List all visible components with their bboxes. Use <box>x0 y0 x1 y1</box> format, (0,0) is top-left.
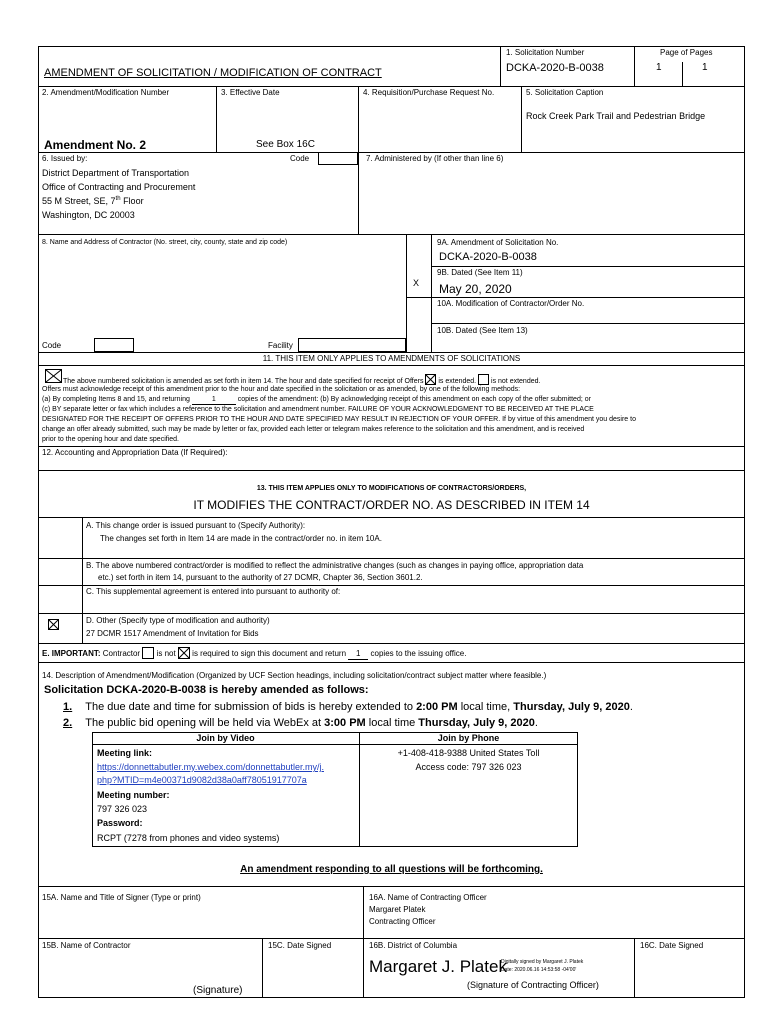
item14-entry-1: 1. The due date and time for submission of bids is hereby extended to 2:00 PM local time, Thursday, July 9, 2020. <box>63 701 633 713</box>
requisition-label: 4. Requisition/Purchase Request No. <box>363 88 495 97</box>
item11-line-6: change an offer already submitted, such may be made by letter or fax, provided each letter or telegram makes reference to the solicitation and this amendment, and is received <box>42 426 585 433</box>
item13-d-line-1: D. Other (Specify type of modification and authority) <box>86 616 270 625</box>
contractor-code-box[interactable] <box>94 338 134 352</box>
issuer-line-1: District Department of Transportation <box>42 168 190 178</box>
signer-label: 15A. Name and Title of Signer (Type or print) <box>42 893 201 902</box>
offers-amended-checkbox[interactable] <box>45 369 62 383</box>
officer-signature-caption: (Signature of Contracting Officer) <box>467 980 599 990</box>
meeting-link-line-2[interactable]: php?MTID=m4e00371d9082d38a0aff78051917707a <box>97 775 307 785</box>
officer-signature: Margaret J. Platek <box>369 957 507 976</box>
item11-line-7: prior to the opening hour and date specified. <box>42 436 179 443</box>
page-number: 1 <box>656 62 662 73</box>
item13-a-line-2: The changes set forth in Item 14 are made in the contract/order no. in item 10A. <box>100 534 382 543</box>
date-signed-label: 15C. Date Signed <box>268 941 332 950</box>
modification-label: 10A. Modification of Contractor/Order No. <box>437 299 585 308</box>
facility-box[interactable] <box>298 338 406 352</box>
contractor-name-label: 15B. Name of Contractor <box>42 941 131 950</box>
officer-name: Margaret Platek <box>369 905 426 914</box>
item11-line-5: DESIGNATED FOR THE RECEIPT OF OFFERS PRIOR TO THE HOUR AND DATE SPECIFIED MAY RESULT IN REJECTION OF YOUR OFFER. If by virtue of this amendment you desire to <box>42 416 636 423</box>
phone-header: Join by Phone <box>437 733 500 743</box>
effective-date-label: 3. Effective Date <box>221 88 280 97</box>
item11-header: 11. THIS ITEM ONLY APPLIES TO AMENDMENTS OF SOLICITATIONS <box>262 354 521 363</box>
item13-a-line-1: A. This change order is issued pursuant to (Specify Authority): <box>86 521 306 530</box>
item13-header: 13. THIS ITEM APPLIES ONLY TO MODIFICATIONS OF CONTRACTORS/ORDERS, <box>256 485 527 492</box>
meeting-link-label: Meeting link: <box>97 748 153 758</box>
item13-c-line: C. This supplemental agreement is entered into pursuant to authority of: <box>86 587 341 596</box>
item14-heading: Solicitation DCKA-2020-B-0038 is hereby amended as follows: <box>44 684 369 696</box>
access-code: Access code: 797 326 023 <box>415 762 522 772</box>
facility-label: Facility <box>268 341 293 350</box>
amendment-solicitation-no: DCKA-2020-B-0038 <box>439 251 537 263</box>
item13-b-line-1: B. The above numbered contract/order is modified to reflect the administrative changes (such as changes in paying office, appropriation data <box>86 561 584 570</box>
signature-caption: (Signature) <box>193 985 243 996</box>
issuer-line-2: Office of Contracting and Procurement <box>42 182 196 192</box>
effective-date: See Box 16C <box>256 139 315 150</box>
solicitation-number-label: 1. Solicitation Number <box>506 48 585 57</box>
item11-line-3: (a) By completing Items 8 and 15, and returning 1 copies of the amendment: (b) By acknowledging receipt of this amendment on each copy of the offer submitted; or <box>42 396 591 403</box>
issued-by-label: 6. Issued by: <box>42 154 88 163</box>
is-required-checkbox[interactable] <box>178 647 190 659</box>
amendment-x-mark: X <box>413 278 420 288</box>
meeting-number-label: Meeting number: <box>97 790 170 800</box>
officer-label: 16A. Name of Contracting Officer <box>369 893 487 902</box>
phone-number: +1-408-418-9388 United States Toll <box>397 748 540 758</box>
dated-value: May 20, 2020 <box>439 282 512 296</box>
digital-signature-line-2: Date: 2020.06.16 14:53:58 -04'00' <box>501 967 577 973</box>
solicitation-number: DCKA-2020-B-0038 <box>506 62 604 74</box>
item14-entry-2: 2. The public bid opening will be held via WebEx at 3:00 PM local time Thursday, July 9, 2020. <box>63 717 538 729</box>
item11-line-1: The above numbered solicitation is amended as set forth in item 14. The hour and date specified for receipt of Offers is extended. is not extended. <box>63 374 743 386</box>
item13-subheader: IT MODIFIES THE CONTRACT/ORDER NO. AS DESCRIBED IN ITEM 14 <box>193 498 590 512</box>
password-value: RCPT (7278 from phones and video systems) <box>97 833 280 843</box>
issuer-street: 55 M Street, SE, 7th Floor <box>42 196 144 206</box>
officer-date-label: 16C. Date Signed <box>640 941 704 950</box>
meeting-number: 797 326 023 <box>97 804 148 814</box>
meeting-link-line-1[interactable]: https://donnettabutler.my.webex.com/donnettabutler.my/j. <box>97 762 324 772</box>
solicitation-caption: Rock Creek Park Trail and Pedestrian Bridge <box>526 111 706 121</box>
amendment-no-label: 9A. Amendment of Solicitation No. <box>437 238 559 247</box>
issuer-city: Washington, DC 20003 <box>42 210 135 220</box>
item-e-line: E. IMPORTANT: Contractor is not is required to sign this document and return 1 copies to the issuing office. <box>42 649 467 658</box>
amendment-number: Amendment No. 2 <box>44 138 147 152</box>
not-extended-checkbox[interactable] <box>478 374 489 385</box>
item11-line-2: Offers must acknowledge receipt of this amendment prior to the hour and date specified in the solicitation or as amended, by one of the following methods: <box>42 386 521 393</box>
modification-dated-label: 10B. Dated (See Item 13) <box>437 326 528 335</box>
contractor-code-label: Code <box>42 341 62 350</box>
item13-d-checkbox[interactable] <box>48 619 59 630</box>
dated-label: 9B. Dated (See Item 11) <box>437 268 523 277</box>
officer-title: Contracting Officer <box>369 917 436 926</box>
item13-b-line-2: etc.) set forth in item 14, pursuant to the authority of 27 DCMR, Chapter 36, Section 3601.2. <box>98 573 423 582</box>
item12-label: 12. Accounting and Appropriation Data (If Required): <box>42 448 228 457</box>
item11-line-4: (c) BY separate letter or fax which includes a reference to the solicitation and amendment number. FAILURE OF YOUR ACKNOWLEDGMENT TO BE RECEIVED AT THE PLACE <box>42 406 594 413</box>
page-of-pages-label: Page of Pages <box>660 48 713 57</box>
caption-label: 5. Solicitation Caption <box>526 88 604 97</box>
is-not-required-checkbox[interactable] <box>142 647 154 659</box>
item14-footer: An amendment responding to all questions will be forthcoming. <box>240 864 543 875</box>
password-label: Password: <box>97 818 143 828</box>
video-header: Join by Video <box>196 733 255 743</box>
administered-by-label: 7. Administered by (If other than line 6) <box>366 154 504 163</box>
form-title: AMENDMENT OF SOLICITATION / MODIFICATION OF CONTRACT <box>44 67 382 79</box>
item13-d-line-2: 27 DCMR 1517 Amendment of Invitation for Bids <box>86 629 259 638</box>
district-label: 16B. District of Columbia <box>369 941 458 950</box>
amendment-number-label: 2. Amendment/Modification Number <box>42 88 170 97</box>
is-extended-checkbox[interactable] <box>425 374 436 385</box>
contractor-address-label: 8. Name and Address of Contractor (No. street, city, county, state and zip code) <box>42 239 288 246</box>
digital-signature-line-1: Digitally signed by Margaret J. Platek <box>501 959 584 965</box>
pages-total: 1 <box>702 62 708 73</box>
item14-label: 14. Description of Amendment/Modification (Organized by UCF Section headings, including solicitation/contract subject matter where feasible.) <box>42 671 547 680</box>
issued-code-box[interactable] <box>318 152 358 165</box>
issued-code-label: Code <box>290 154 310 163</box>
